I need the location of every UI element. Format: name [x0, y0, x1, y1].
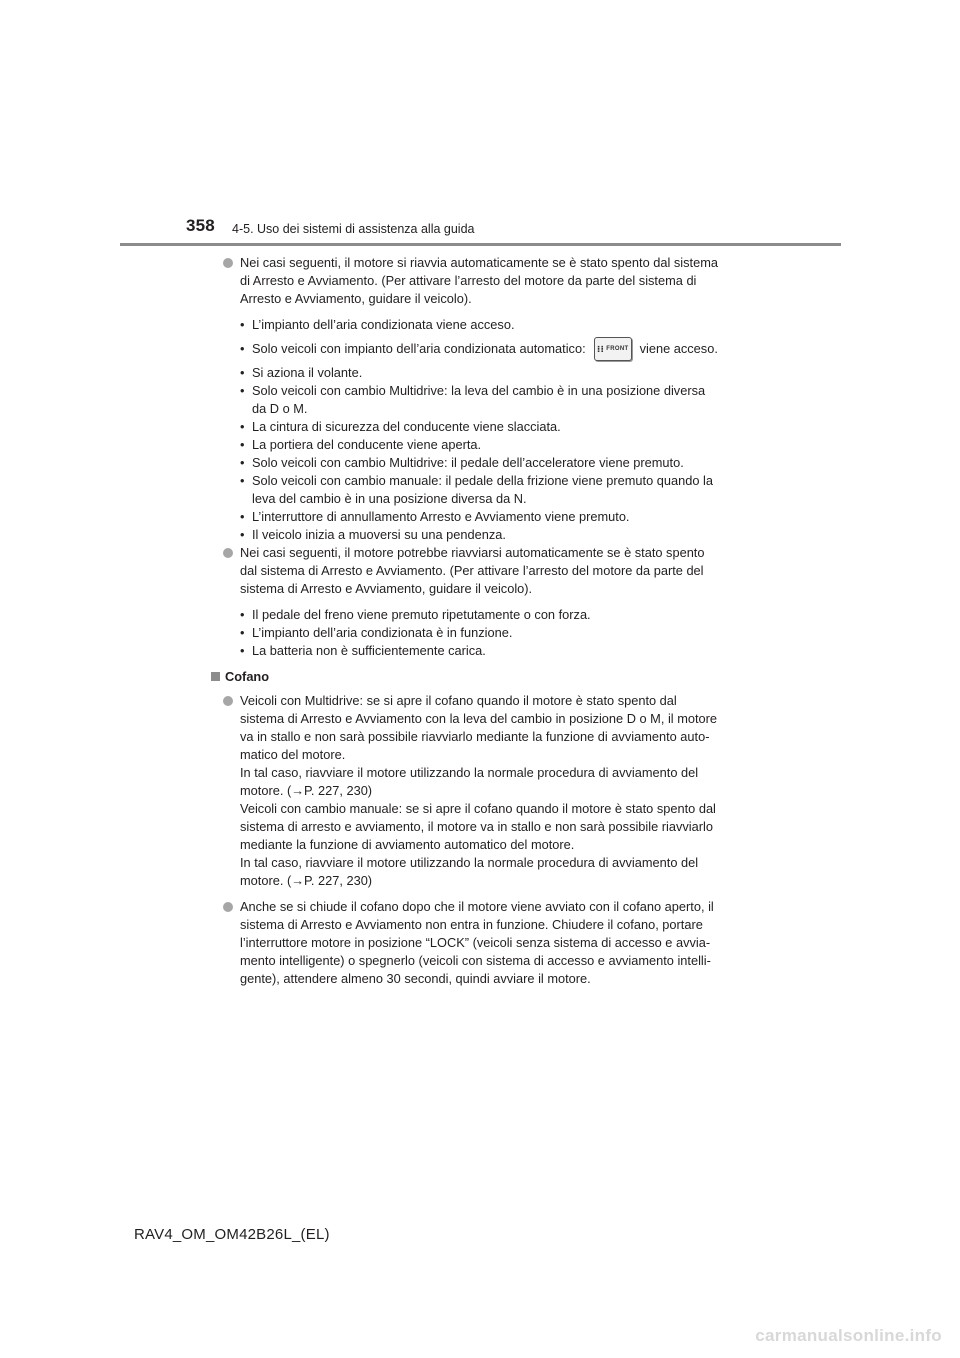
list-item: • Solo veicoli con cambio Multidrive: la leva del cambio è in una posizione diversa da D o M.	[240, 383, 706, 416]
paragraph-line: Arresto e Avviamento, guidare il veicolo).	[240, 291, 472, 306]
section-title: 4-5. Uso dei sistemi di assistenza alla guida	[232, 222, 475, 236]
list-item: • Solo veicoli con impianto dell’aria condizionata automatico: ⁝⁝ FRONT viene acceso.	[240, 334, 750, 364]
bullet-dot-icon	[223, 548, 233, 558]
list-item: • Solo veicoli con cambio manuale: il pedale della frizione viene premuto quando la leva del cambio è in una posizione diversa da N.	[240, 473, 713, 506]
page-content	[222, 254, 750, 988]
header-divider	[120, 243, 841, 246]
paragraph-line: va in stallo e non sarà possibile riavviarlo mediante la funzione di avviamento auto-	[240, 729, 710, 744]
paragraph-line: di Arresto e Avviamento. (Per attivare l’arresto del motore da parte del sistema di	[240, 273, 697, 288]
cofano-heading: Cofano	[211, 668, 750, 686]
bullet-hood-closed	[222, 898, 750, 988]
paragraph-line: sistema di Arresto e Avviamento, guidare il veicolo).	[240, 581, 533, 596]
list-item: • La cintura di sicurezza del conducente viene slacciata.	[240, 419, 561, 434]
paragraph-line: dal sistema di Arresto e Avviamento. (Per attivare l’arresto del motore da parte del	[240, 563, 704, 578]
paragraph-line: mento intelligente) o spegnerlo (veicoli con sistema di accesso e avviamento intelli-	[240, 953, 711, 968]
list-item: • L’impianto dell’aria condizionata viene acceso.	[240, 317, 515, 332]
list-item: • L’impianto dell’aria condizionata è in funzione.	[240, 625, 513, 640]
paragraph-line: Nei casi seguenti, il motore potrebbe riavviarsi automaticamente se è stato spento	[240, 545, 705, 560]
possible-restart-list	[240, 606, 750, 660]
paragraph-line: l’interruttore motore in posizione “LOCK” (veicoli senza sistema di accesso e avvia-	[240, 935, 711, 950]
list-item-text: Solo veicoli con impianto dell’aria condizionata automatico:	[252, 341, 586, 356]
paragraph-line: motore. (→P. 227, 230)	[240, 873, 373, 888]
list-item: • La batteria non è sufficientemente carica.	[240, 643, 486, 658]
list-item: • Si aziona il volante.	[240, 365, 363, 380]
bullet-dot-icon	[223, 258, 233, 268]
restart-conditions-list	[240, 316, 750, 544]
paragraph-line: Anche se si chiude il cofano dopo che il motore viene avviato con il cofano aperto, il	[240, 899, 714, 914]
paragraph-line: motore. (→P. 227, 230)	[240, 783, 373, 798]
paragraph-line: mediante la funzione di avviamento automatico del motore.	[240, 837, 575, 852]
paragraph-line: Veicoli con cambio manuale: se si apre il cofano quando il motore è stato spento dal	[240, 801, 716, 816]
bullet-restart-conditions	[222, 254, 750, 308]
paragraph-line: Veicoli con Multidrive: se si apre il cofano quando il motore è stato spento dal	[240, 693, 677, 708]
paragraph-line: Nei casi seguenti, il motore si riavvia automaticamente se è stato spento dal sistema	[240, 255, 718, 270]
document-code: RAV4_OM_OM42B26L_(EL)	[134, 1226, 330, 1243]
bullet-possible-restart	[222, 544, 750, 598]
paragraph-line: sistema di Arresto e Avviamento con la leva del cambio in posizione D o M, il motore	[240, 711, 718, 726]
list-item: • Il pedale del freno viene premuto ripetutamente o con forza.	[240, 607, 591, 622]
bullet-dot-icon	[223, 696, 233, 706]
page-number: 358	[186, 216, 215, 235]
list-item: • Solo veicoli con cambio Multidrive: il pedale dell’acceleratore viene premuto.	[240, 455, 684, 470]
bullet-hood-open	[222, 692, 750, 890]
list-item: • La portiera del conducente viene aperta.	[240, 437, 482, 452]
paragraph-line: sistema di Arresto e Avviamento non entra in funzione. Chiudere il cofano, portare	[240, 917, 703, 932]
paragraph-line: sistema di arresto e avviamento, il motore va in stallo e non sarà possibile riavviarlo	[240, 819, 713, 834]
square-bullet-icon	[211, 672, 220, 681]
paragraph-line: In tal caso, riavviare il motore utilizzando la normale procedura di avviamento del	[240, 855, 699, 870]
watermark: carmanualsonline.info	[755, 1326, 942, 1345]
paragraph-line: gente), attendere almeno 30 secondi, quindi avviare il motore.	[240, 971, 591, 986]
list-item: • Il veicolo inizia a muoversi su una pendenza.	[240, 527, 506, 542]
bullet-dot-icon	[223, 902, 233, 912]
list-item: • L’interruttore di annullamento Arresto e Avviamento viene premuto.	[240, 509, 630, 524]
front-defroster-button-icon: ⁝⁝ FRONT	[594, 337, 632, 361]
paragraph-line: In tal caso, riavviare il motore utilizzando la normale procedura di avviamento del	[240, 765, 699, 780]
list-item-text: viene acceso.	[639, 341, 718, 356]
paragraph-line: matico del motore.	[240, 747, 346, 762]
